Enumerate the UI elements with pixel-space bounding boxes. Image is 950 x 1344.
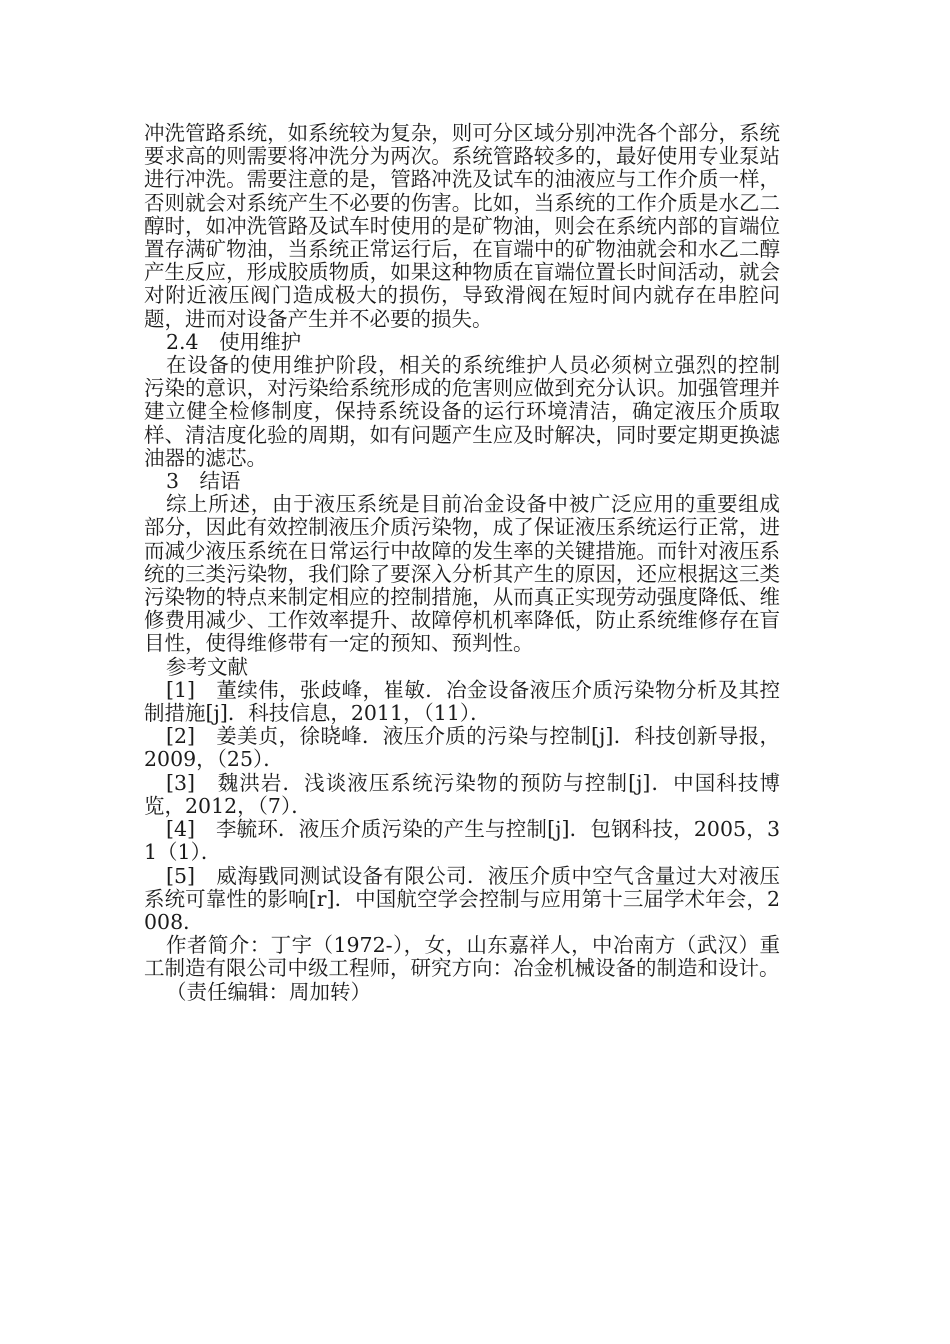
body-paragraph-maintenance: 在设备的使用维护阶段，相关的系统维护人员必须树立强烈的控制污染的意识，对污染给系统形成的危害则应做到充分认识。加强管理并建立健全检修制度，保持系统设备的运行环境清洁，确定液压介质取样、清洁度化验的周期，如有问题产生应及时解决，同时要定期更换滤油器的滤芯。 (144, 353, 780, 470)
section-heading-3: 3 结语 (166, 469, 241, 494)
reference-item: [1] 董续伟，张歧峰，崔敏．冶金设备液压介质污染物分析及其控制措施[j]．科技信息，2011，（11）． (144, 677, 780, 726)
body-paragraph-flushing: 冲洗管路系统，如系统较为复杂，则可分区域分别冲洗各个部分，系统要求高的则需要将冲洗分为两次。系统管路较多的，最好使用专业泵站进行冲洗。需要注意的是，管路冲洗及试车的油液应与工作介质一样，否则就会对系统产生不必要的伤害。比如，当系统的工作介质是水乙二醇时，如冲洗管路及试车时使用的是矿物油，则会在系统内部的盲端位置存满矿物油，当系统正常运行后，在盲端中的矿物油就会和水乙二醇产生反应，形成胶质物质，如果这种物质在盲端位置长时间活动，就会对附近液压阀门造成极大的损伤，导致滑阀在短时间内就存在串腔问题，进而对设备产生并不必要的损失。 (144, 121, 780, 331)
section-heading-2-4: 2.4 使用维护 (166, 329, 302, 354)
document-page (144, 122, 780, 1004)
reference-item: [2] 姜美贞，徐晓峰．液压介质的污染与控制[j]．科技创新导报，2009，（25）． (144, 724, 780, 772)
reference-item: [4] 李毓环．液压介质污染的产生与控制[j]．包钢科技，2005，31（1）． (144, 817, 780, 865)
reference-item: [3] 魏洪岩．浅谈液压系统污染物的预防与控制[j]．中国科技博览，2012，（7）． (144, 770, 780, 818)
references-heading: 参考文献 (166, 654, 248, 679)
reference-item: [5] 威海戥同测试设备有限公司．液压介质中空气含量过大对液压系统可靠性的影响[r]．中国航空学会控制与应用第十三届学术年会，2008． (144, 863, 780, 934)
body-paragraph-conclusion: 综上所述，由于液压系统是目前冶金设备中被广泛应用的重要组成部分，因此有效控制液压介质污染物，成了保证液压系统运行正常，进而减少液压系统在日常运行中故障的发生率的关键措施。而针对液压系统的三类污染物，我们除了要深入分析其产生的原因，还应根据这三类污染物的特点来制定相应的控制措施，从而真正实现劳动强度降低、维修费用减少、工作效率提升、故障停机机率降低，防止系统维修存在盲目性，使得维修带有一定的预知、预判性。 (144, 492, 780, 656)
author-note: 作者简介：丁宇（1972-），女，山东嘉祥人，中冶南方（武汉）重工制造有限公司中级工程师，研究方向：冶金机械设备的制造和设计。 (144, 933, 780, 981)
responsible-editor: （责任编辑：周加转） (166, 979, 371, 1004)
